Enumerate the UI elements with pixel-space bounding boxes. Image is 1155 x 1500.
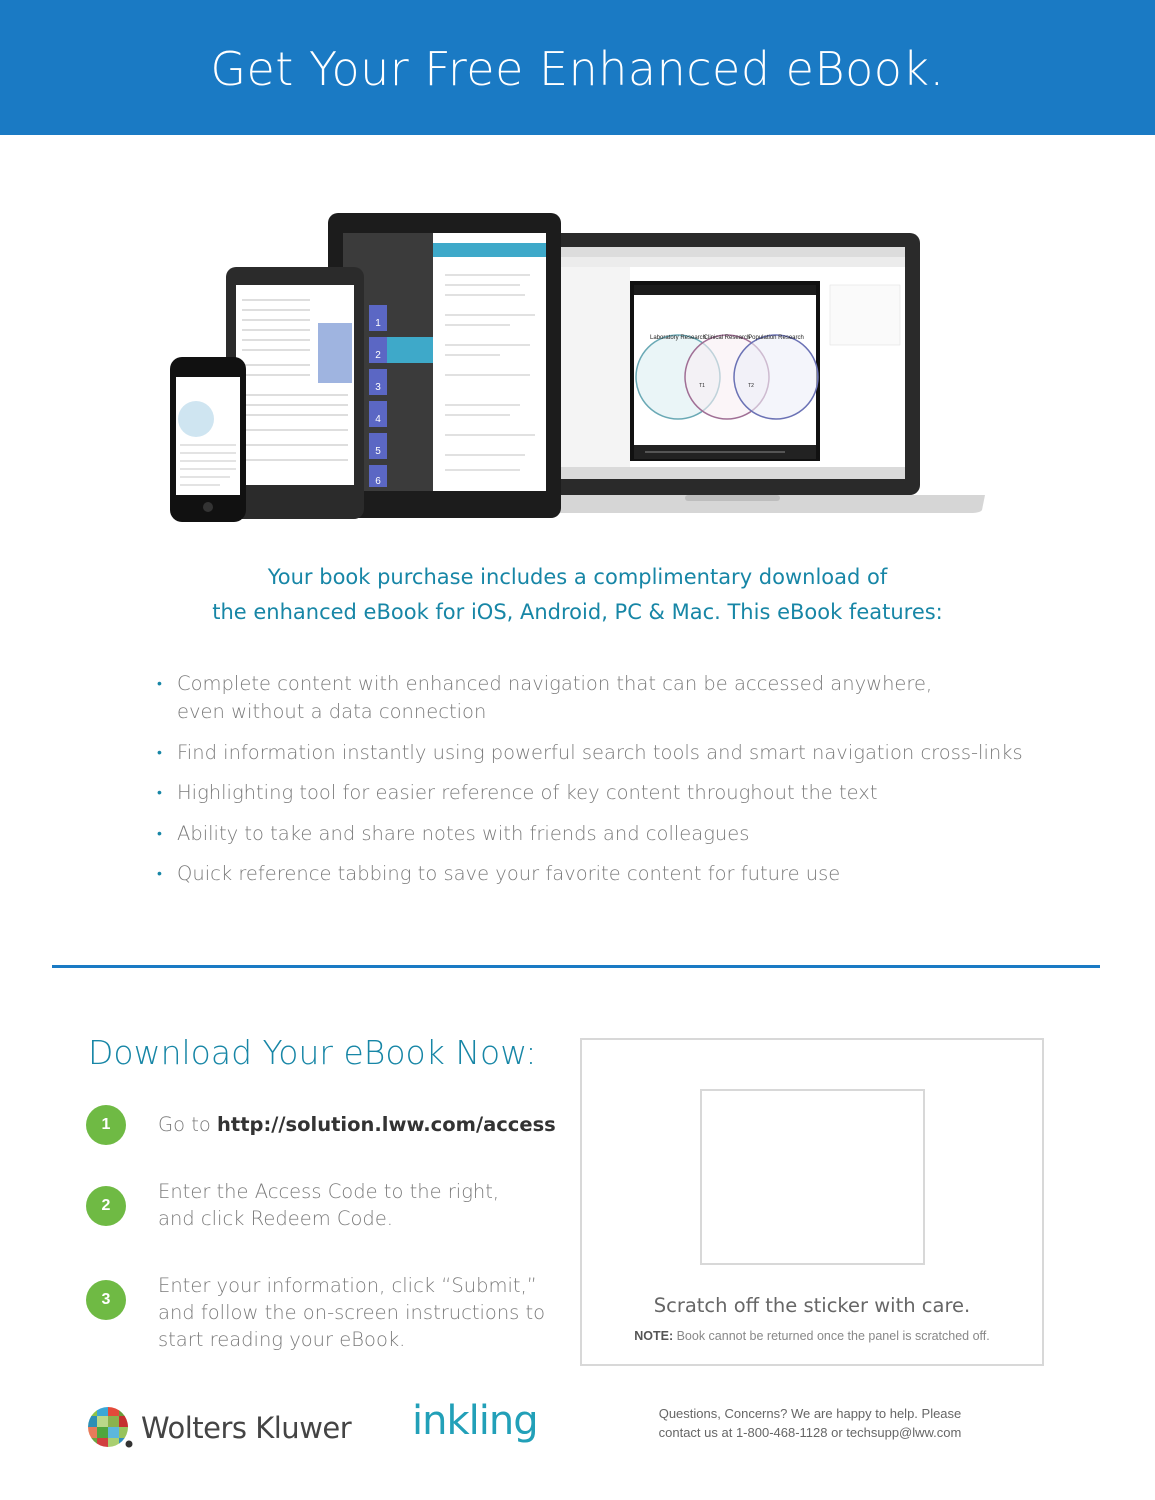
venn-label: Laboratory Research [649, 335, 707, 341]
bullet-icon: • [157, 825, 162, 842]
feature-text: Find information instantly using powerful search tools and smart navigation cross-links [177, 740, 1023, 764]
venn-label: Population Research [748, 335, 804, 341]
intro-line-1: Your book purchase includes a complimentary download of [267, 565, 888, 589]
scratch-instruction: Scratch off the sticker with care. [653, 1294, 971, 1317]
ipad-chapter-number: 3 [375, 382, 381, 393]
step-3-line-1: Enter your information, click “Submit,” [158, 1274, 537, 1297]
step-number-3: 3 [86, 1280, 126, 1320]
laptop-image [530, 233, 985, 513]
feature-item [155, 860, 1055, 888]
iphone-image [170, 357, 246, 522]
feature-item [155, 820, 1055, 848]
android-tablet-image [226, 267, 364, 519]
step-3-line-3: start reading your eBook. [158, 1328, 406, 1351]
scratch-off-area[interactable] [700, 1089, 925, 1265]
devices-illustration [150, 205, 1000, 540]
section-divider [52, 965, 1100, 968]
step-2-text [158, 1178, 499, 1232]
access-code-panel [580, 1038, 1044, 1366]
ipad-chapter-number: 1 [375, 318, 381, 329]
note-label: NOTE: [634, 1329, 674, 1343]
ipad-chapter-number: 6 [375, 476, 381, 487]
wolters-kluwer-globe-icon [87, 1406, 133, 1450]
scratch-note [582, 1329, 1042, 1343]
page-title: Get Your Free Enhanced eBook. [210, 42, 945, 96]
step-2-line-1: Enter the Access Code to the right, [158, 1180, 500, 1203]
feature-item [155, 670, 1055, 726]
contact-line-1: Questions, Concerns? We are happy to help. Please [658, 1406, 962, 1421]
bullet-icon: • [157, 866, 162, 882]
step-number-2: 2 [86, 1186, 126, 1226]
feature-text: Quick reference tabbing to save your favorite content for future use [177, 862, 841, 885]
feature-list [155, 670, 1055, 901]
wolters-kluwer-logo [87, 1405, 351, 1450]
feature-item [155, 779, 1055, 807]
step-3-text [158, 1272, 545, 1353]
feature-text: Highlighting tool for easier reference of key content throughout the text [177, 781, 878, 804]
venn-overlap: T2 [748, 383, 754, 389]
step-1-text [158, 1111, 556, 1138]
bullet-icon: • [157, 785, 162, 801]
feature-text: even without a data connection [177, 700, 487, 723]
step-2-line-2: and click Redeem Code. [158, 1207, 394, 1230]
ipad-chapter-number: 4 [375, 414, 381, 425]
contact-info [640, 1404, 980, 1442]
feature-text: Ability to take and share notes with friends and colleagues [177, 821, 750, 845]
venn-overlap: T1 [699, 383, 705, 389]
contact-line-2: contact us at 1-800-468-1128 or techsupp@lww.com [658, 1425, 962, 1440]
step-number-1: 1 [86, 1105, 126, 1145]
venn-label: Clinical Research [703, 335, 751, 341]
wolters-kluwer-name: Wolters Kluwer [141, 1410, 352, 1445]
bullet-icon: • [157, 744, 162, 761]
access-url-link[interactable]: http://solution.lww.com/access [217, 1113, 556, 1136]
ipad-chapter-number: 2 [375, 350, 381, 361]
download-title: Download Your eBook Now: [88, 1033, 537, 1072]
bullet-icon: • [157, 676, 162, 692]
ipad-chapter-number: 5 [375, 446, 381, 457]
inkling-logo: inkling [412, 1398, 538, 1444]
step-3-line-2: and follow the on-screen instructions to [158, 1301, 546, 1324]
feature-text: Complete content with enhanced navigation that can be accessed anywhere, [177, 672, 933, 695]
header-banner [0, 0, 1155, 135]
intro-line-2: the enhanced eBook for iOS, Android, PC & Mac. This eBook features: [212, 600, 943, 624]
feature-item [155, 739, 1055, 767]
step-1-prefix: Go to [158, 1113, 218, 1136]
note-text: Book cannot be returned once the panel is scratched off. [673, 1329, 990, 1343]
